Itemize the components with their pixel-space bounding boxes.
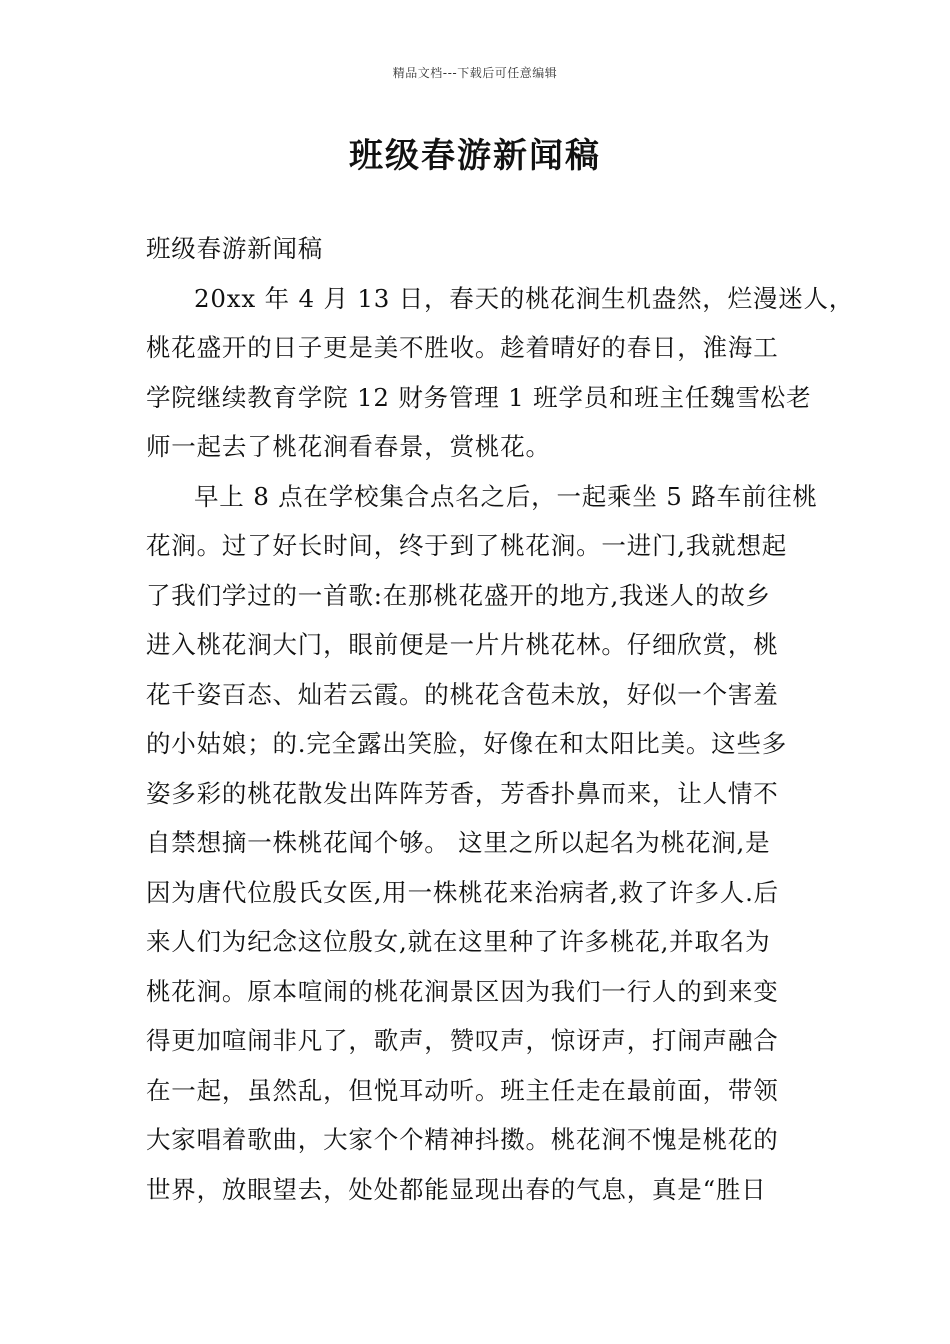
body-line: 班级春游新闻稿 <box>146 234 324 263</box>
body-line: 姿多彩的桃花散发出阵阵芳香，芳香扑鼻而来，让人情不 <box>146 778 779 808</box>
document-title: 班级春游新闻稿 <box>349 136 601 176</box>
body-line: 了我们学过的一首歌:在那桃花盛开的地方,我迷人的故乡 <box>146 580 771 610</box>
body-line: 世界，放眼望去，处处都能显现出春的气息，真是“胜日 <box>146 1174 767 1204</box>
body-line: 20xx 年 4 月 13 日，春天的桃花涧生机盎然，烂漫迷人， <box>194 283 855 313</box>
body-line: 自禁想摘一株桃花闻个够。 这里之所以起名为桃花涧,是 <box>146 828 771 857</box>
page-header-note: 精品文档---下载后可任意编辑 <box>392 66 558 80</box>
body-line: 花千姿百态、灿若云霞。的桃花含苞未放，好似一个害羞 <box>146 679 779 709</box>
body-line: 学院继续教育学院 12 财务管理 1 班学员和班主任魏雪松老 <box>146 382 812 412</box>
body-line: 的小姑娘；的.完全露出笑脸，好像在和太阳比美。这些多 <box>146 729 788 758</box>
document-body <box>146 224 855 1214</box>
body-line: 因为唐代位殷氏女医,用一株桃花来治病者,救了许多人.后 <box>146 877 779 907</box>
body-line: 得更加喧闹非凡了，歌声，赞叹声，惊讶声，打闹声融合 <box>146 1026 779 1055</box>
body-line: 桃花盛开的日子更是美不胜收。趁着晴好的春日，淮海工 <box>146 333 779 362</box>
body-line: 进入桃花涧大门，眼前便是一片片桃花林。仔细欣赏，桃 <box>146 630 779 659</box>
body-line: 桃花涧。原本喧闹的桃花涧景区因为我们一行人的到来变 <box>146 976 779 1006</box>
body-line: 花涧。过了好长时间，终于到了桃花涧。一进门,我就想起 <box>146 531 788 560</box>
body-line: 早上 8 点在学校集合点名之后，一起乘坐 5 路车前往桃 <box>194 481 818 511</box>
body-line: 来人们为纪念这位殷女,就在这里种了许多桃花,并取名为 <box>146 927 771 956</box>
body-line: 在一起，虽然乱，但悦耳动听。班主任走在最前面，带领 <box>146 1075 779 1105</box>
body-line: 师一起去了桃花涧看春景，赏桃花。 <box>146 432 551 461</box>
body-line: 大家唱着歌曲，大家个个精神抖擞。桃花涧不愧是桃花的 <box>146 1125 779 1154</box>
